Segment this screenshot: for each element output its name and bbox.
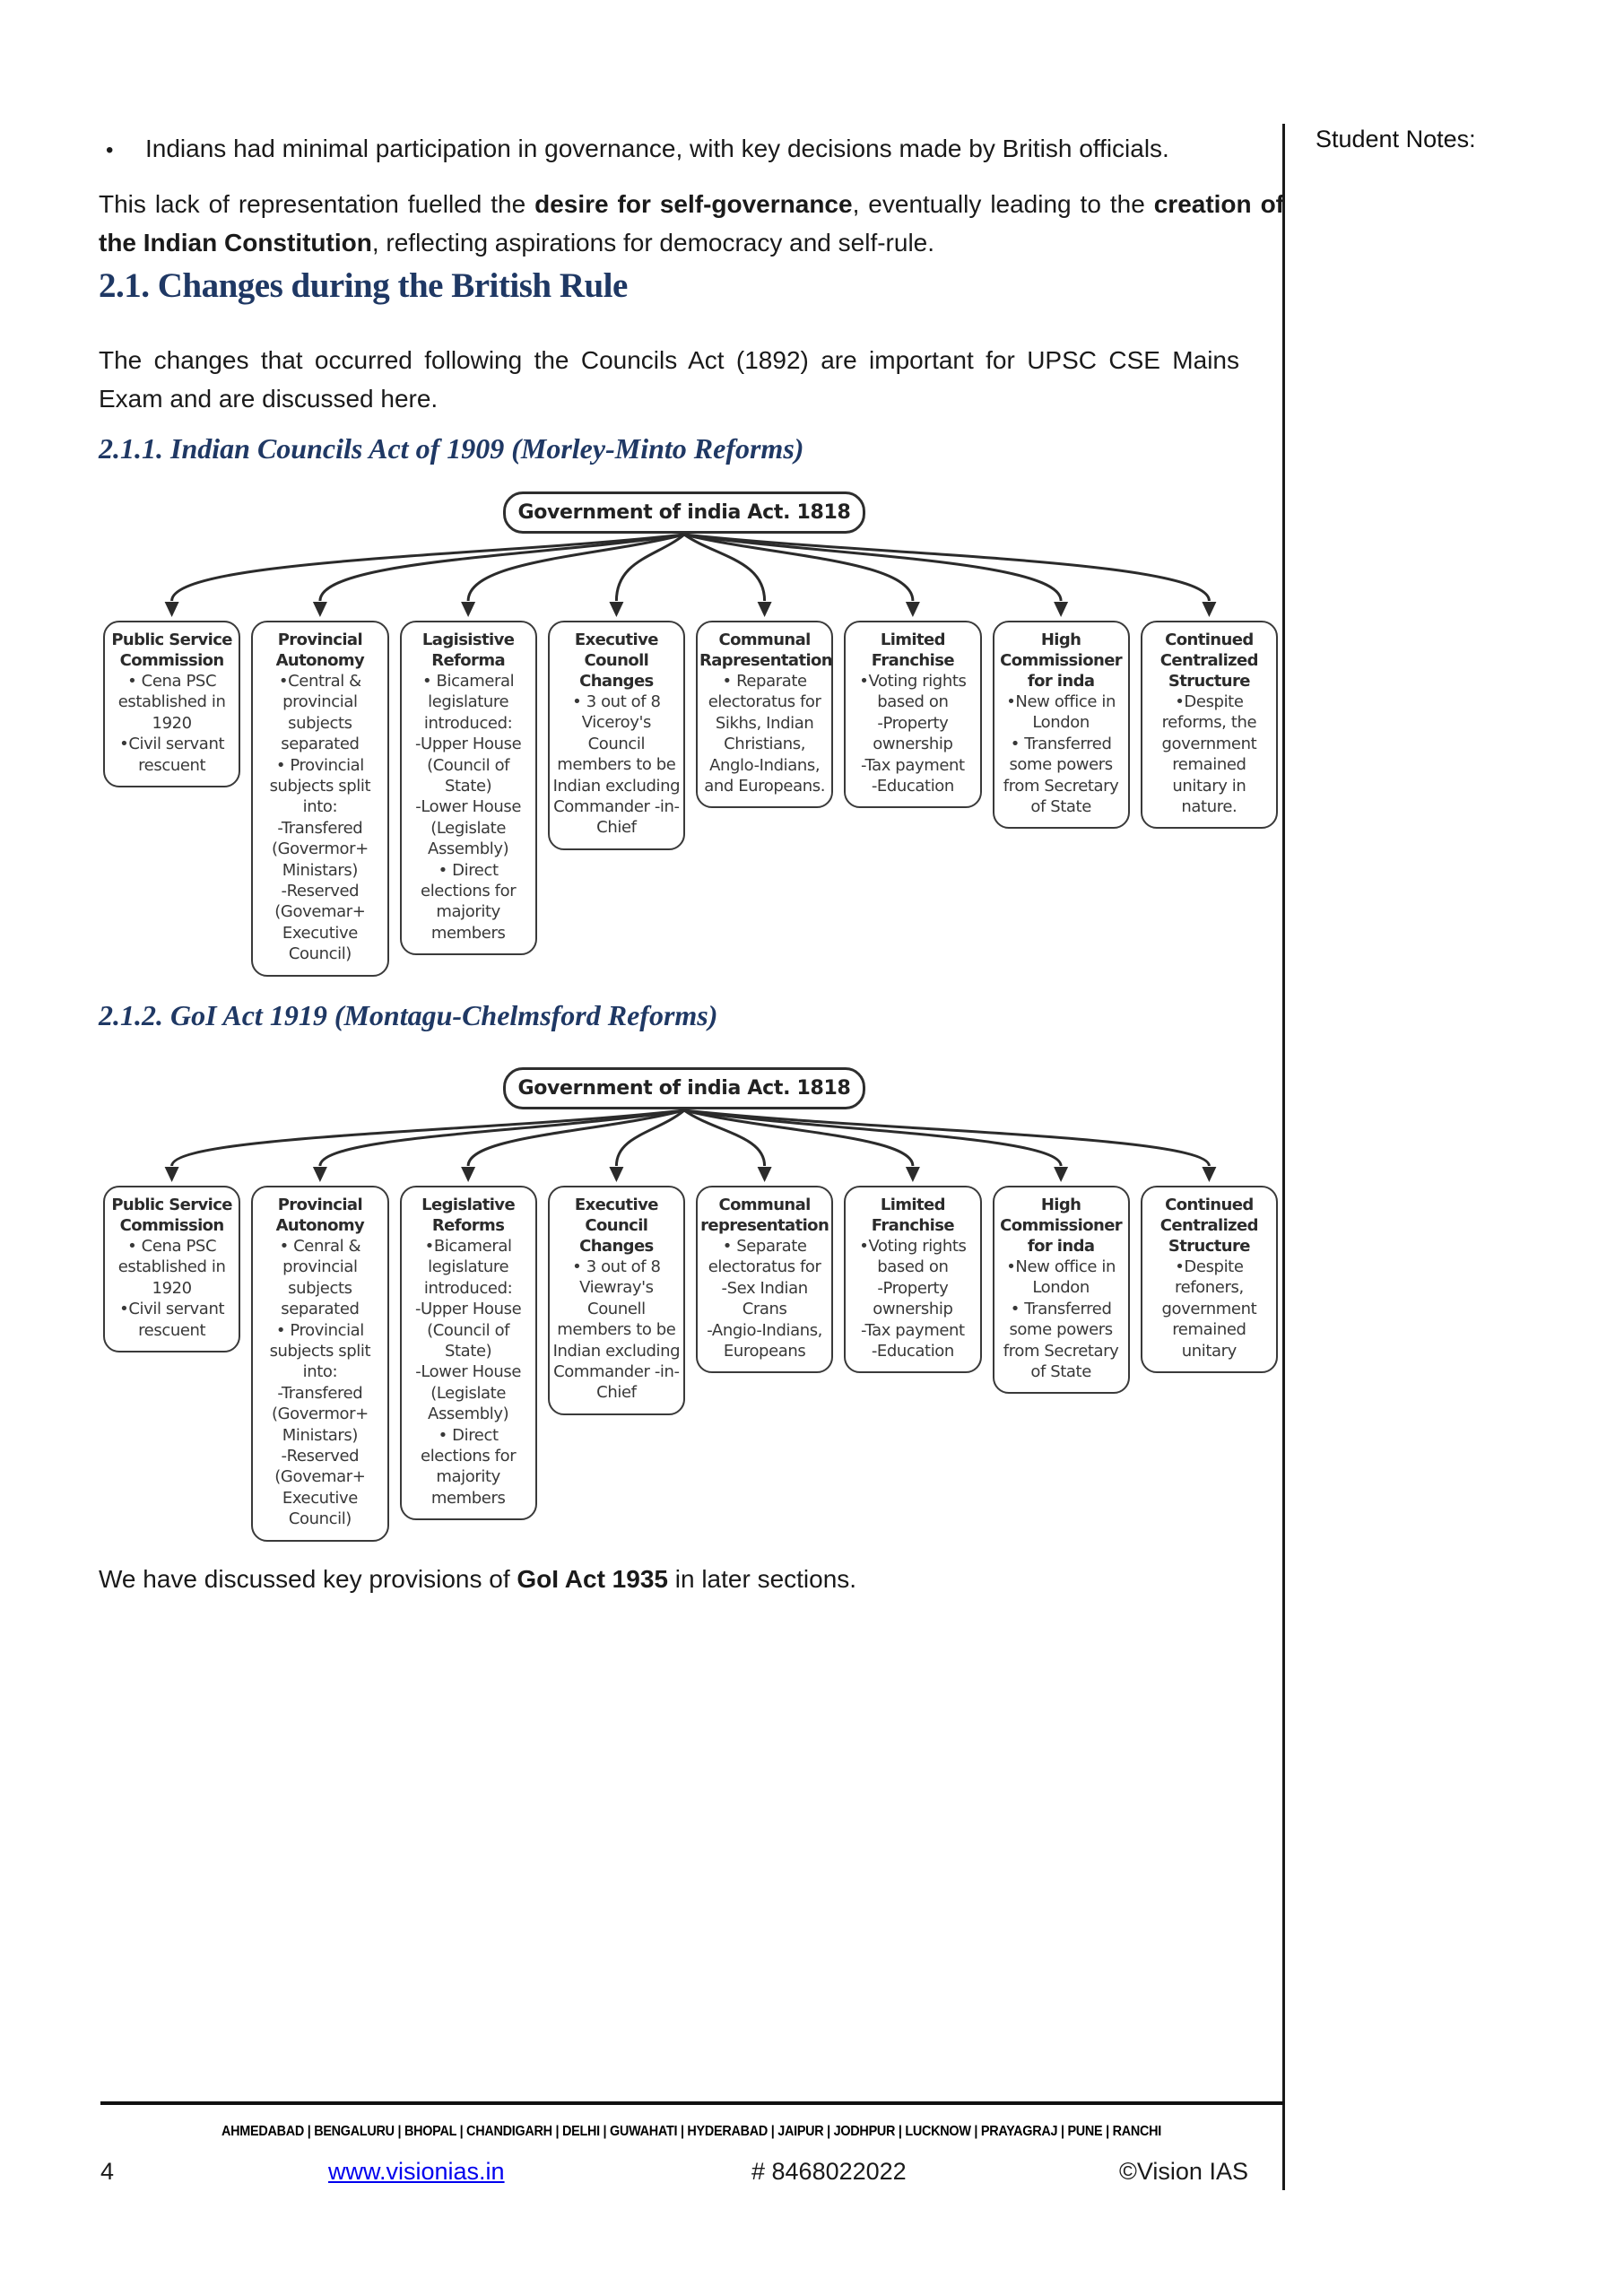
diagram-box-title: Executive Council Changes [574, 1196, 658, 1257]
diagram-box [993, 1186, 1130, 1394]
diagram-box-item: •Voting rights based on [859, 1237, 967, 1277]
diagram-box [548, 621, 685, 850]
paragraph-text: , eventually leading to the [852, 190, 1154, 218]
diagram-box-item: -Lower House (Legislate Assembly) [415, 797, 521, 859]
diagram-box [251, 621, 388, 977]
diagram-box-item: •Central & provincial subjects separated [278, 672, 361, 754]
website-link[interactable]: www.visionias.in [328, 2158, 505, 2185]
diagram-box-item: •Civil servant rescuent [119, 1300, 225, 1340]
diagram-morley-minto-reforms [99, 491, 1284, 990]
diagram-box-title: High Commissioner for inda [1000, 631, 1123, 691]
diagram-box-title: Communal representation [700, 1196, 829, 1236]
diagram-box-item: • Cena PSC established in 1920 [117, 1237, 226, 1298]
diagram-box-item: -Reserved (Govemar+ Executive Council) [274, 881, 366, 964]
diagram-box-item: •Bicameral legislature introduced: [423, 1237, 513, 1298]
diagram-root-node: Government of india Act. 1818 [503, 1067, 865, 1109]
diagram-box [103, 621, 240, 787]
heading-2-1: 2.1. Changes during the British Rule [99, 266, 628, 305]
diagram-box-item: -Angio-Indians, Europeans [707, 1320, 823, 1361]
bullet-text: Indians had minimal participation in governance, with key decisions made by British officials. [145, 135, 1169, 162]
bullet-glyph: • [106, 137, 114, 162]
diagram-box-title: Provincial Autonomy [275, 1196, 365, 1236]
diagram-box-item: • Reparate electoratus for Sikhs, Indian Christians, Anglo-Indians, and Europeans. [704, 672, 826, 796]
diagram-box [1141, 621, 1278, 829]
diagram-box-item: •New office in London [1006, 692, 1116, 733]
diagram-box-item: -Property ownership [873, 1278, 953, 1319]
diagram-box-title: Continued Centralized Structure [1159, 1196, 1258, 1257]
bullet-list-item [99, 135, 1291, 163]
diagram-box-item: -Education [871, 777, 954, 796]
diagram-box-title: Limited Franchise [871, 1196, 954, 1236]
diagram-box-item: • Bicameral legislature introduced: [421, 672, 515, 733]
diagram-box-item: -Upper House (Council of State) [414, 735, 522, 796]
diagram-root-node: Government of india Act. 1818 [503, 491, 865, 534]
diagram-box-item: • Cenral & provincial subjects separated [279, 1237, 361, 1319]
diagram-box-item: • Direct elections for majority members [421, 860, 517, 943]
diagram-box-item: • Transferred some powers from Secretary of State [1003, 734, 1119, 817]
diagram-box-title: Public Service Commission [111, 1196, 232, 1236]
diagram-box [844, 621, 981, 808]
diagram-box-item: -Upper House (Council of State) [414, 1300, 522, 1361]
footer-rule [100, 2101, 1284, 2105]
diagram-box-item: -Tax payment [861, 1320, 965, 1340]
diagram-box-item: •New office in London [1006, 1257, 1116, 1298]
diagram-box-item: •Voting rights based on [859, 672, 967, 712]
diagram-connector-arrows [103, 1109, 1278, 1184]
diagram-box-item: • Cena PSC established in 1920 [117, 672, 226, 733]
page-number: 4 [100, 2158, 115, 2185]
diagram-box-item: -Sex Indian Crans [721, 1278, 808, 1319]
paragraph-text: We have discussed key provisions of [99, 1565, 517, 1593]
diagram-box-item: -Property ownership [873, 713, 953, 754]
diagram-box-item: •Civil servant rescuent [119, 735, 225, 775]
diagram-box-item: -Transfered (Govermor+ Ministars) [271, 1383, 369, 1445]
diagram-box-item: -Reserved (Govemar+ Executive Council) [274, 1446, 366, 1529]
diagram-box-item: • 3 out of 8 Viceroy's Council members to be Indian excluding Commander -in-Chief [552, 692, 681, 838]
paragraph-text: in later sections. [667, 1565, 857, 1593]
footer-cities-line: AHMEDABAD | BENGALURU | BHOPAL | CHANDIGARH | DELHI | GUWAHATI | HYDERABAD | JAIPUR | JODHPUR | LUCKNOW | PRAYAGRAJ | PUNE | RANCHI [221, 2124, 1161, 2139]
diagram-boxes-row [103, 1186, 1278, 1542]
diagram-box-title: Lagisistive Reforma [421, 631, 515, 671]
paragraph-councils-act: The changes that occurred following the Councils Act (1892) are important for UPSC CSE Mains Exam and are discussed here. [99, 346, 1239, 413]
diagram-box [548, 1186, 685, 1415]
diagram-box-title: Limited Franchise [871, 631, 954, 671]
diagram-box-title: Continued Centralized Structure [1159, 631, 1258, 691]
diagram-box-title: Executive Counoll Changes [574, 631, 658, 691]
diagram-box-title: Provincial Autonomy [275, 631, 365, 671]
diagram-box [993, 621, 1130, 829]
heading-2-1-2: 2.1.2. GoI Act 1919 (Montagu-Chelmsford Reforms) [99, 999, 718, 1031]
paragraph-bold-text: desire for self-governance [534, 190, 853, 218]
diagram-box [103, 1186, 240, 1352]
diagram-box-item: -Transfered (Govermor+ Ministars) [271, 818, 369, 880]
paragraph-bold-text: creation of the Indian Constitution [99, 190, 1285, 257]
diagram-box-title: Communal Rapresentation [699, 631, 833, 671]
paragraph-self-governance [99, 185, 1284, 262]
diagram-box [696, 621, 833, 808]
paragraph-bold-text: GoI Act 1935 [517, 1565, 668, 1593]
diagram-box-item: • Separate electoratus for [708, 1237, 821, 1277]
diagram-box [400, 1186, 537, 1520]
diagram-box-item: • Provincial subjects split into: [269, 755, 371, 817]
student-notes-label: Student Notes: [1316, 126, 1476, 152]
diagram-box-item: • Transferred some powers from Secretary of State [1003, 1299, 1119, 1382]
diagram-box-item: • 3 out of 8 Viewray's Counell members to be Indian excluding Commander -in-Chief [552, 1257, 681, 1403]
contact-number: # 8468022022 [751, 2158, 907, 2185]
copyright-text: ©Vision IAS [1119, 2158, 1248, 2185]
paragraph-text: This lack of representation fuelled the [99, 190, 535, 218]
diagram-box-item: •Despite reforms, the government remained unitary in nature. [1161, 692, 1257, 817]
diagram-box [251, 1186, 388, 1542]
diagram-box-item: -Tax payment [861, 755, 965, 775]
diagram-box [696, 1186, 833, 1373]
diagram-box-item: • Provincial subjects split into: [269, 1320, 371, 1382]
diagram-box [1141, 1186, 1278, 1373]
diagram-box-item: -Lower House (Legislate Assembly) [415, 1362, 521, 1424]
diagram-connector-arrows [103, 533, 1278, 619]
heading-2-1-1: 2.1.1. Indian Councils Act of 1909 (Morley-Minto Reforms) [99, 432, 804, 465]
paragraph-text: , reflecting aspirations for democracy and self-rule. [371, 229, 935, 257]
diagram-box-title: Legislative Reforms [421, 1196, 516, 1236]
diagram-box [400, 621, 537, 955]
diagram-box-title: Public Service Commission [111, 631, 232, 671]
diagram-box [844, 1186, 981, 1373]
footer-row [99, 2158, 1284, 2196]
diagram-box-title: High Commissioner for inda [1000, 1196, 1123, 1257]
diagram-box-item: •Despite refoners, government remained unitary [1161, 1257, 1257, 1361]
closing-paragraph [99, 1565, 856, 1594]
diagram-box-item: • Direct elections for majority members [421, 1425, 517, 1508]
diagram-box-item: -Education [871, 1342, 954, 1361]
diagram-montagu-chelmsford-reforms [99, 1067, 1284, 1555]
diagram-boxes-row [103, 621, 1278, 977]
